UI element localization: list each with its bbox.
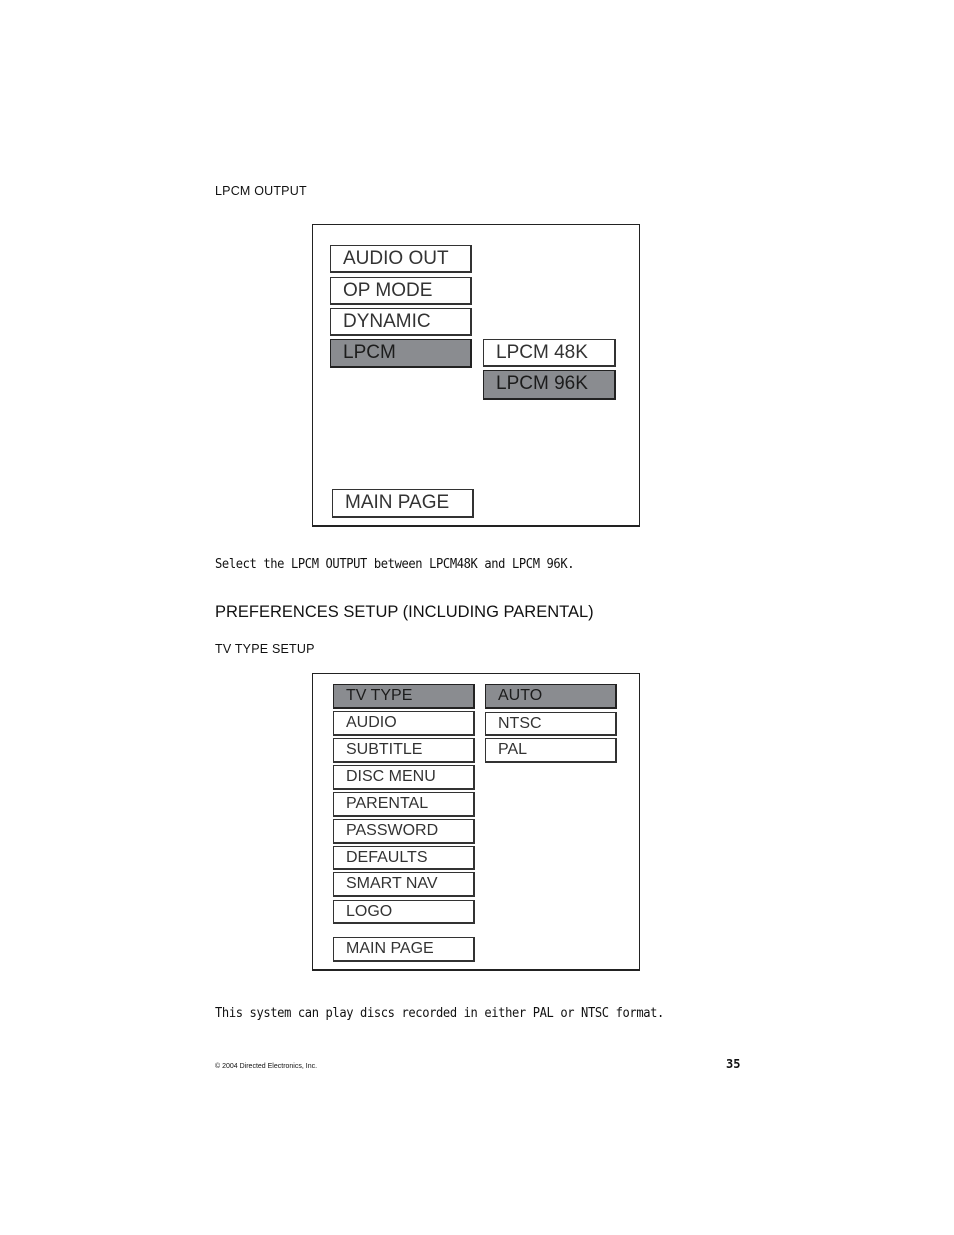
- menu-item-label: DEFAULTS: [346, 849, 428, 866]
- option-label: AUTO: [498, 687, 543, 704]
- tv-type-setup-heading: TV TYPE SETUP: [215, 642, 315, 656]
- preferences-setup-title: PREFERENCES SETUP (INCLUDING PARENTAL): [215, 603, 594, 621]
- menu-item-dynamic[interactable]: [330, 308, 472, 336]
- copyright-footer: © 2004 Directed Electronics, Inc.: [215, 1063, 318, 1070]
- menu-item-audio-out[interactable]: [330, 245, 472, 273]
- menu-item-op-mode[interactable]: [330, 277, 472, 305]
- option-label: LPCM 48K: [496, 342, 588, 363]
- menu-item-tv-type[interactable]: [333, 684, 475, 709]
- menu-item-label: AUDIO: [346, 714, 397, 731]
- menu-item-logo[interactable]: [333, 900, 475, 924]
- menu-item-password[interactable]: [333, 819, 475, 844]
- menu-item-label: AUDIO OUT: [343, 248, 449, 269]
- menu-item-label: LOGO: [346, 903, 393, 920]
- menu-item-label: TV TYPE: [346, 687, 413, 704]
- menu-item-lpcm[interactable]: [330, 339, 472, 368]
- main-page-button[interactable]: [333, 937, 475, 962]
- menu-item-label: PARENTAL: [346, 795, 429, 812]
- menu-item-subtitle[interactable]: [333, 738, 475, 763]
- option-pal[interactable]: [485, 738, 617, 763]
- option-label: PAL: [498, 741, 528, 758]
- main-page-label: MAIN PAGE: [346, 940, 434, 957]
- option-lpcm-48k[interactable]: [483, 339, 616, 367]
- lpcm-menu-panel: [312, 224, 640, 527]
- menu-item-label: DISC MENU: [346, 768, 436, 785]
- tv-type-menu-panel: [312, 673, 640, 971]
- main-page-label: MAIN PAGE: [345, 492, 450, 513]
- option-label: NTSC: [498, 715, 542, 732]
- option-label: LPCM 96K: [496, 373, 588, 394]
- menu-item-label: LPCM: [343, 342, 396, 363]
- menu-item-label: SUBTITLE: [346, 741, 423, 758]
- option-lpcm-96k[interactable]: [483, 370, 616, 400]
- menu-item-label: OP MODE: [343, 280, 433, 301]
- menu-item-label: DYNAMIC: [343, 311, 431, 332]
- menu-item-parental[interactable]: [333, 792, 475, 817]
- page-number: 35: [726, 1057, 741, 1071]
- menu-item-audio[interactable]: [333, 711, 475, 736]
- lpcm-output-heading: LPCM OUTPUT: [215, 184, 307, 198]
- lpcm-caption: Select the LPCM OUTPUT between LPCM48K and LPCM 96K.: [215, 557, 575, 572]
- menu-item-label: SMART NAV: [346, 875, 438, 892]
- menu-item-disc-menu[interactable]: [333, 765, 475, 790]
- option-auto[interactable]: [485, 684, 617, 709]
- menu-item-defaults[interactable]: [333, 846, 475, 870]
- tv-type-caption: This system can play discs recorded in either PAL or NTSC format.: [215, 1006, 664, 1021]
- menu-item-smart-nav[interactable]: [333, 872, 475, 897]
- main-page-button[interactable]: [332, 489, 474, 518]
- option-ntsc[interactable]: [485, 712, 617, 736]
- menu-item-label: PASSWORD: [346, 822, 439, 839]
